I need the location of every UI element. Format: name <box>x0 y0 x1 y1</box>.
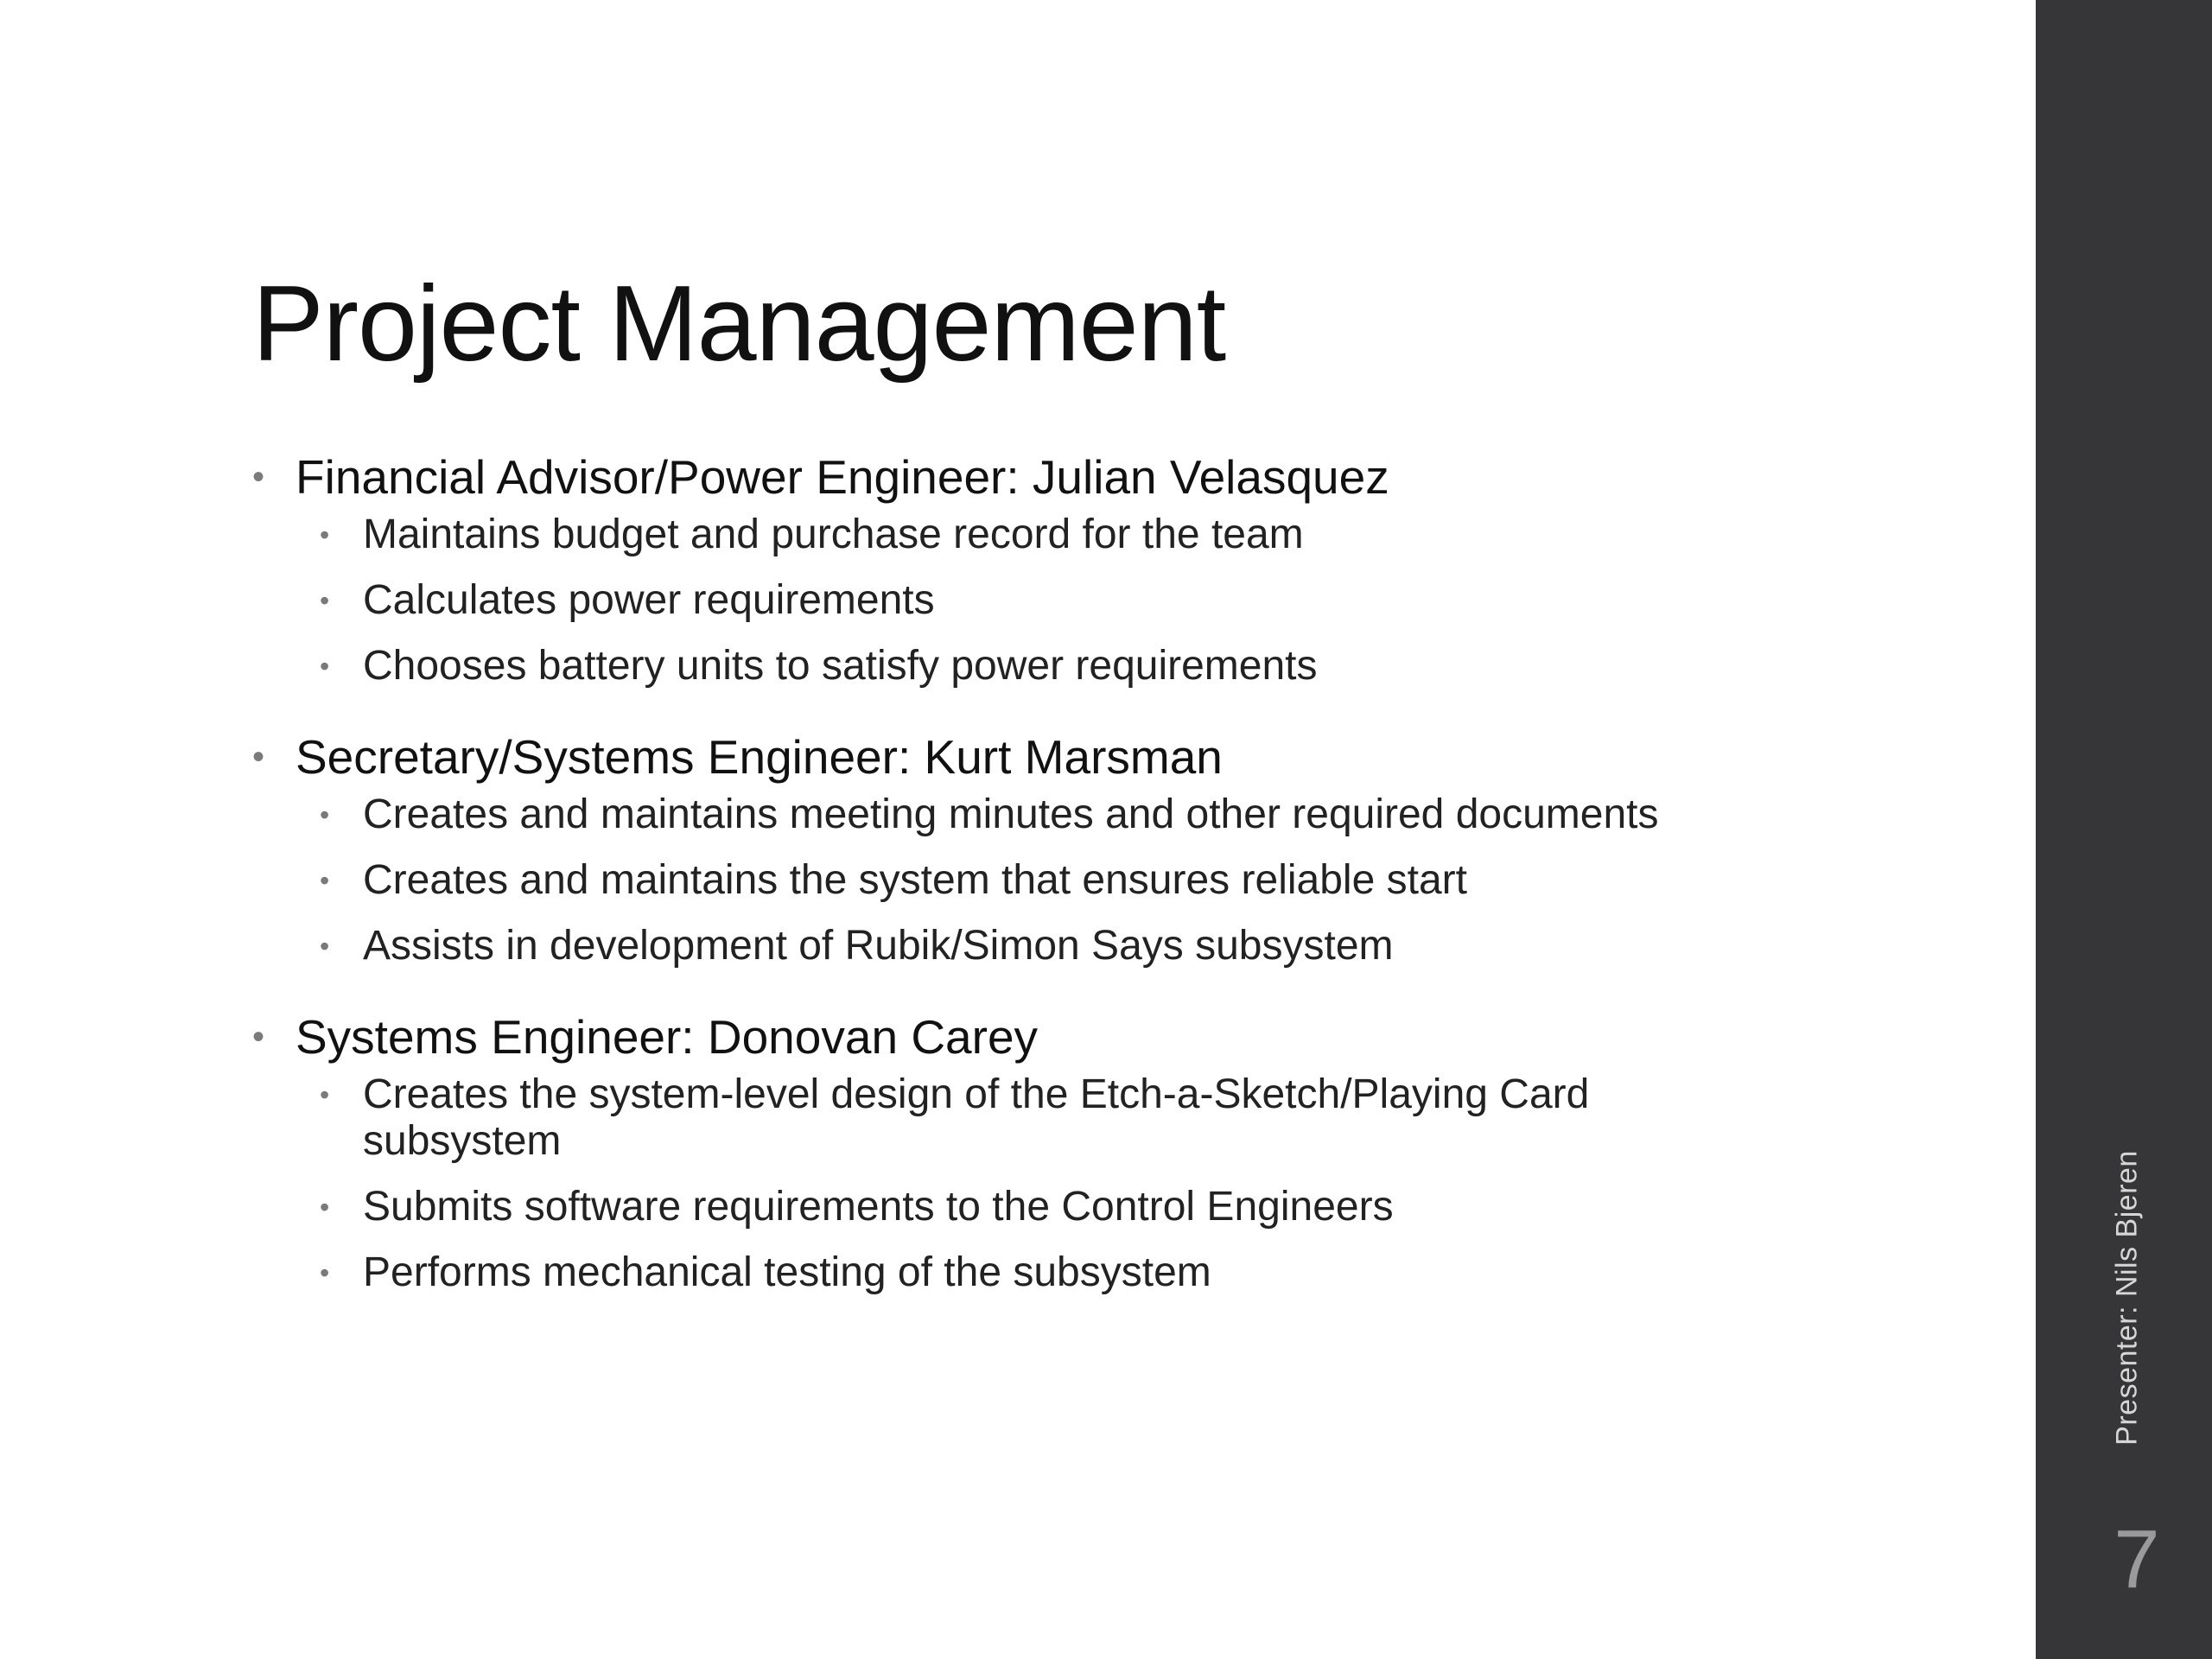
bullet-icon: • <box>320 585 330 616</box>
duty-item <box>320 512 1721 558</box>
role-heading: Financial Advisor/Power Engineer: Julian Velasquez <box>296 450 1389 504</box>
bullet-icon: • <box>320 1192 330 1223</box>
duty-text: Creates and maintains the system that ensures reliable start <box>363 857 1467 903</box>
page-number: 7 <box>2113 1513 2160 1605</box>
duty-item <box>320 791 1721 838</box>
bullet-icon: • <box>252 1018 265 1056</box>
duty-list <box>252 791 1721 969</box>
duty-text: Calculates power requirements <box>363 577 935 623</box>
duty-text: Performs mechanical testing of the subsystem <box>363 1249 1211 1295</box>
role-bullet <box>252 1002 1721 1071</box>
duty-item <box>320 857 1721 904</box>
role-bullet <box>252 442 1721 512</box>
role-section <box>252 722 1721 969</box>
bullet-icon: • <box>320 1079 330 1110</box>
bullet-icon: • <box>320 651 330 682</box>
duty-list <box>252 512 1721 690</box>
role-bullet <box>252 722 1721 791</box>
slide-content <box>252 442 1721 1329</box>
duty-text: Submits software requirements to the Control Engineers <box>363 1184 1394 1230</box>
slide-title: Project Management <box>252 264 1226 384</box>
bullet-icon: • <box>320 931 330 962</box>
role-section <box>252 442 1721 690</box>
duty-text: Creates the system-level design of the Etch-a-Sketch/Playing Card subsystem <box>363 1071 1590 1164</box>
bullet-icon: • <box>320 799 330 830</box>
role-heading: Systems Engineer: Donovan Carey <box>296 1010 1039 1064</box>
duty-text: Creates and maintains meeting minutes and other required documents <box>363 791 1659 837</box>
duty-text: Assists in development of Rubik/Simon Says subsystem <box>363 923 1394 969</box>
duty-item <box>320 577 1721 624</box>
role-section <box>252 1002 1721 1296</box>
presenter-label: Presenter: Nils Bjeren <box>2110 1150 2144 1446</box>
role-heading: Secretary/Systems Engineer: Kurt Marsman <box>296 730 1223 784</box>
duty-item <box>320 923 1721 969</box>
bullet-icon: • <box>320 865 330 896</box>
duty-item <box>320 1249 1721 1296</box>
duty-item <box>320 643 1721 690</box>
duty-text: Chooses battery units to satisfy power requirements <box>363 643 1318 689</box>
duty-text: Maintains budget and purchase record for the team <box>363 512 1304 557</box>
bullet-icon: • <box>320 519 330 550</box>
duty-item <box>320 1071 1721 1165</box>
bullet-icon: • <box>252 458 265 496</box>
bullet-icon: • <box>320 1257 330 1288</box>
duty-item <box>320 1184 1721 1230</box>
bullet-icon: • <box>252 738 265 776</box>
duty-list <box>252 1071 1721 1296</box>
